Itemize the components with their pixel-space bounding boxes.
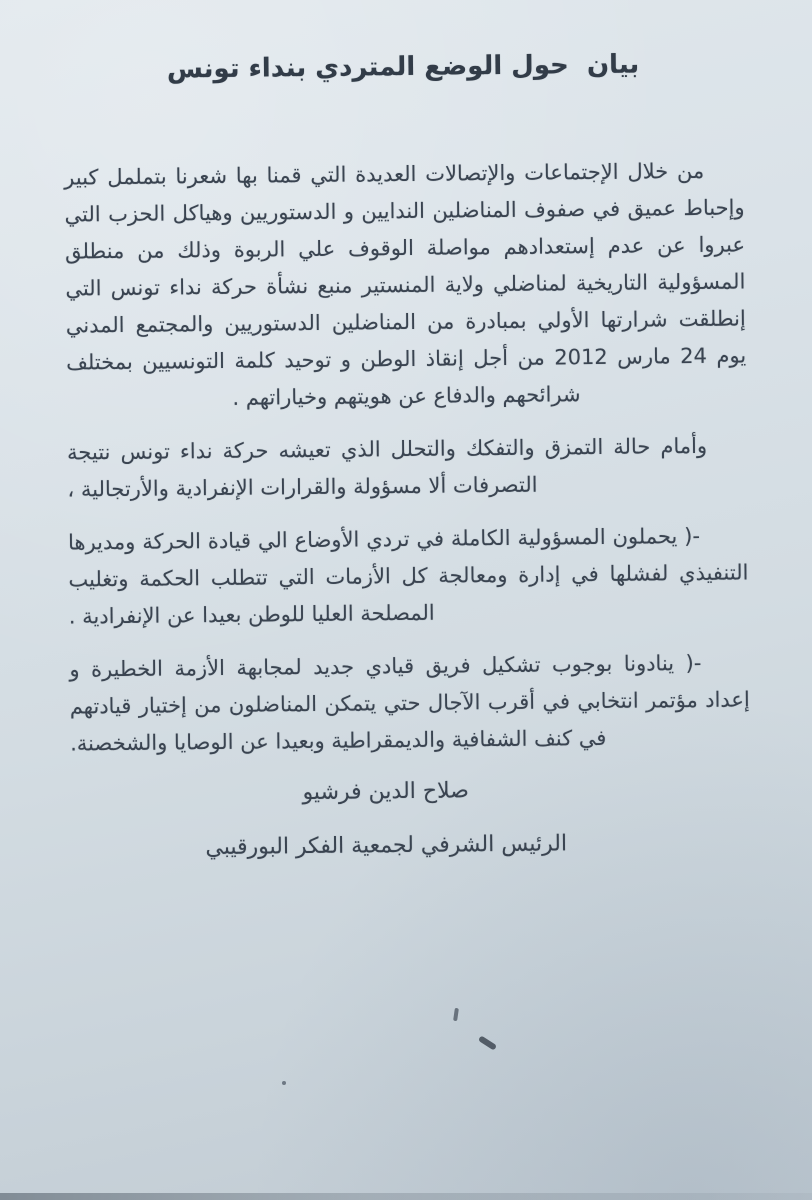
bullet-item-responsibility: -( يحملون المسؤولية الكاملة في تردي الأوضاع الي قيادة الحركة ومديرها التنفيذي لفشلها في إدارة ومعالجة كل الأزمات التي تتطلب الحكمة وتغليب المصلحة العليا للوطن بعيدا عن الإنفرادية . [67, 523, 749, 629]
signature-name: صلاح الدين فرشيو [302, 778, 469, 806]
ink-speck-tick [453, 1008, 459, 1021]
ink-speck-dot [282, 1081, 286, 1085]
document-title: بيان حول الوضع المتردي بنداء تونس [166, 49, 640, 85]
ink-speck-stroke [478, 1035, 497, 1050]
paragraph-situation: وأمام حالة التمزق والتفكك والتحلل الذي تعيشه حركة نداء تونس نتيجة التصرفات ألا مسؤولة والقرارات الإنفرادية والأرتجالية ، [66, 433, 708, 502]
signature-role: الرئيس الشرفي لجمعية الفكر البورقيبي [205, 831, 568, 861]
signature-block [45, 770, 726, 868]
paragraph-intro: من خلال الإجتماعات والإتصالات العديدة التي قمنا بها شعرنا بتململ كبير وإحباط عميق في صفوف المناضلين الندايين و الدستوريين وهياكل الحزب التي عبروا عن عدم إستعدادهم مواصلة الوقوف علي الربوة وذلك من منطلق المسؤولية التاريخية لمناضلي ولاية المنستير منبع نشأة حركة نداء تونس التي إنطلقت شرارتها الأولي بمبادرة من المناضلين الدستوريين والمجتمع المدني يوم 24 مارس 2012 من أجل إنقاذ الوطن و توحيد كلمة التونسيين بمختلف شرائحهم والدفاع عن هويتهم وخياراتهم . [64, 158, 747, 410]
bullet-item-demand: -( ينادونا بوجوب تشكيل فريق قيادي جديد لمجابهة الأزمة الخطيرة و إعداد مؤتمر انتخابي في أقرب الآجال حتي يتمكن المناضلون من إختيار قيادتهم في كنف الشفافية والديمقراطية وبعيدا عن الوصايا والشخصنة. [69, 650, 750, 756]
